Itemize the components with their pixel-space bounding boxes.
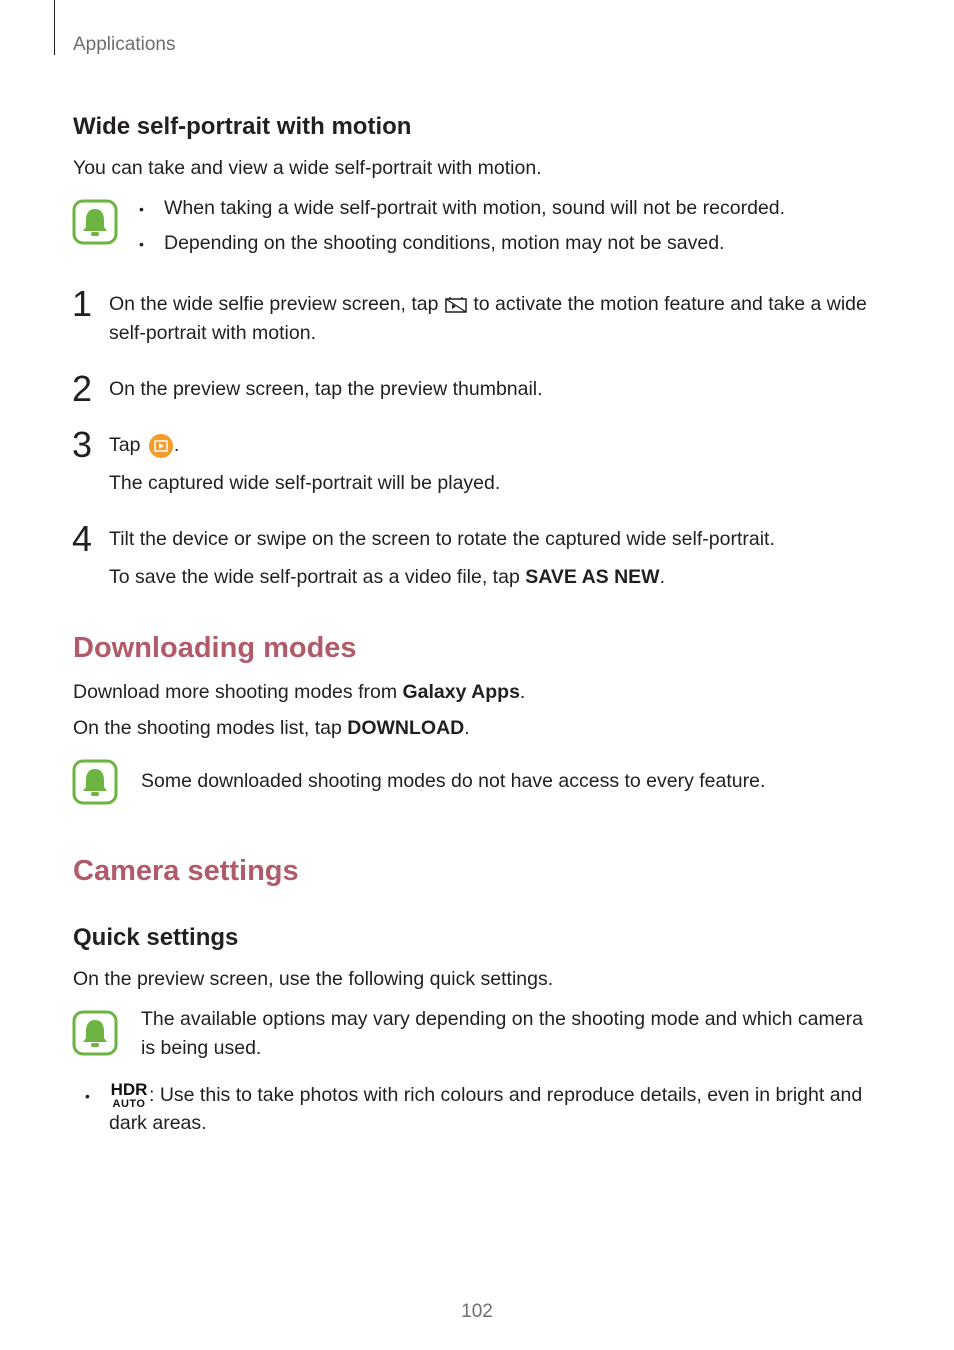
hdr-icon-top: HDR <box>110 1080 148 1099</box>
quick-note-line-1: The available options may vary depending on the shooting mode and which camera <box>141 1008 863 1030</box>
motion-icon <box>444 296 468 314</box>
note-bell-icon <box>72 1010 118 1056</box>
step-3-line <box>109 431 179 460</box>
downloading-line-2-after: . <box>464 717 470 739</box>
quick-note-line-2: is being used. <box>141 1037 262 1059</box>
step-3-text-after: . <box>173 434 180 456</box>
note-bell-icon <box>72 199 118 245</box>
note-bullet-2-text: Depending on the shooting conditions, motion may not be saved. <box>164 232 725 254</box>
step-4-sub-before: To save the wide self-portrait as a video file, tap <box>109 566 520 588</box>
download-label: DOWNLOAD <box>347 717 465 739</box>
hdr-line-2: dark areas. <box>109 1112 207 1134</box>
step-number-1: 1 <box>72 283 93 324</box>
step-1-line1 <box>109 290 867 319</box>
hdr-text-line-1: : Use this to take photos with rich colours and reproduce details, even in bright and <box>149 1084 863 1106</box>
note-bullet-1 <box>139 194 786 224</box>
quick-settings-intro: On the preview screen, use the following quick settings. <box>73 968 554 990</box>
downloading-line-1-after: . <box>519 681 526 703</box>
bullet-dot: • <box>139 201 144 217</box>
note-bell-icon <box>72 759 118 805</box>
hdr-auto-icon <box>109 1080 149 1111</box>
hdr-icon-bottom: AUTO <box>112 1098 146 1110</box>
step-3-text-before: Tap <box>109 434 141 456</box>
downloading-line-1 <box>73 678 525 707</box>
step-4-text: Tilt the device or swipe on the screen to rotate the captured wide self-portrait. <box>109 528 775 550</box>
bullet-dot: • <box>85 1088 90 1104</box>
section-title-camera-settings: Camera settings <box>73 855 299 887</box>
step-4-sub <box>109 563 665 592</box>
subsection-title-wide-motion: Wide self-portrait with motion <box>73 113 412 140</box>
downloading-line-1-before: Download more shooting modes from <box>73 681 398 703</box>
galaxy-apps-label: Galaxy Apps <box>402 681 520 703</box>
downloading-line-2-before: On the shooting modes list, tap <box>73 717 342 739</box>
header-section-label: Applications <box>73 34 176 55</box>
section-title-downloading-modes: Downloading modes <box>73 632 357 664</box>
step-number-4: 4 <box>72 518 93 559</box>
note-bullet-1-text: When taking a wide self-portrait with motion, sound will not be recorded. <box>164 197 786 219</box>
page-number: 102 <box>461 1301 493 1322</box>
bullet-dot: • <box>139 236 144 252</box>
note-bullet-2 <box>139 229 725 259</box>
subsection-title-quick-settings: Quick settings <box>73 924 239 951</box>
step-1-text-before: On the wide selfie preview screen, tap <box>109 293 439 315</box>
step-1-line2: self-portrait with motion. <box>109 322 316 344</box>
step-3-sub: The captured wide self-portrait will be played. <box>109 472 501 494</box>
step-number-2: 2 <box>72 368 93 409</box>
downloading-note-text: Some downloaded shooting modes do not have access to every feature. <box>141 770 766 792</box>
downloading-line-2 <box>73 714 470 743</box>
hdr-line-1 <box>109 1081 862 1111</box>
step-2-text: On the preview screen, tap the preview thumbnail. <box>109 378 543 400</box>
wide-motion-intro: You can take and view a wide self-portrait with motion. <box>73 157 542 179</box>
play-motion-icon <box>148 433 174 459</box>
step-4-sub-after: . <box>659 566 665 588</box>
step-number-3: 3 <box>72 424 93 465</box>
step-1-text-after: to activate the motion feature and take a wide <box>473 293 867 315</box>
hdr-bullet <box>85 1081 90 1111</box>
save-as-new-label: SAVE AS NEW <box>525 566 660 588</box>
header-rule <box>54 0 55 55</box>
